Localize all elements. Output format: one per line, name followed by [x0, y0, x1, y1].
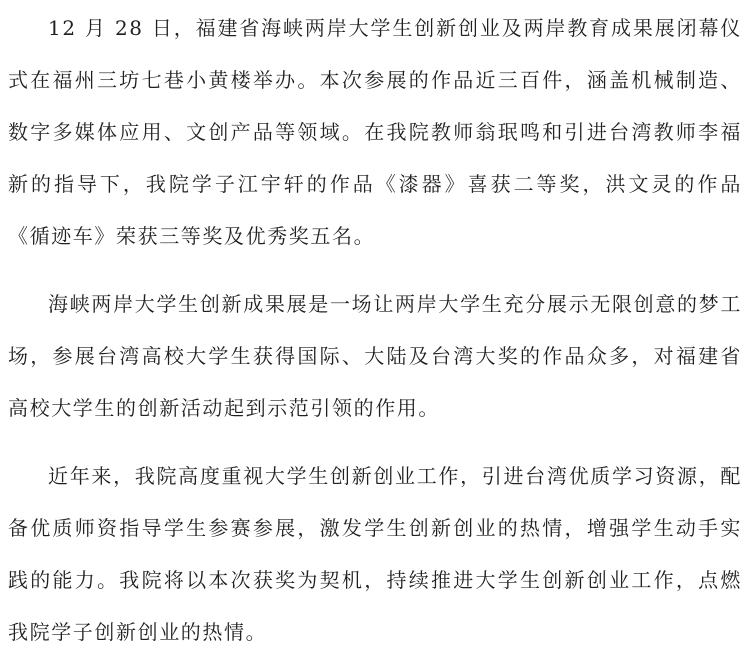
paragraph-college-efforts: 近年来，我院高度重视大学生创新创业工作，引进台湾优质学习资源，配备优质师资指导学生参赛参展，激发学生创新创业的热情，增强学生动手实践的能力。我院将以本次获奖为契机，持续推进大学生创新创业工作，点燃我院学子创新创业的热情。	[8, 464, 742, 644]
paragraph-exhibition-significance: 海峡两岸大学生创新成果展是一场让两岸大学生充分展示无限创意的梦工场，参展台湾高校大学生获得国际、大陆及台湾大奖的作品众多，对福建省高校大学生的创新活动起到示范引领的作用。	[8, 292, 742, 420]
paragraph-exhibition-closing: 12 月 28 日，福建省海峡两岸大学生创新创业及两岸教育成果展闭幕仪式在福州三坊七巷小黄楼举办。本次参展的作品近三百件，涵盖机械制造、数字多媒体应用、文创产品等领域。在我院教师翁珉鸣和引进台湾教师李福新的指导下，我院学子江宇轩的作品《漆器》喜获二等奖，洪文灵的作品《循迹车》荣获三等奖及优秀奖五名。	[8, 16, 742, 248]
article-body	[8, 2, 742, 658]
